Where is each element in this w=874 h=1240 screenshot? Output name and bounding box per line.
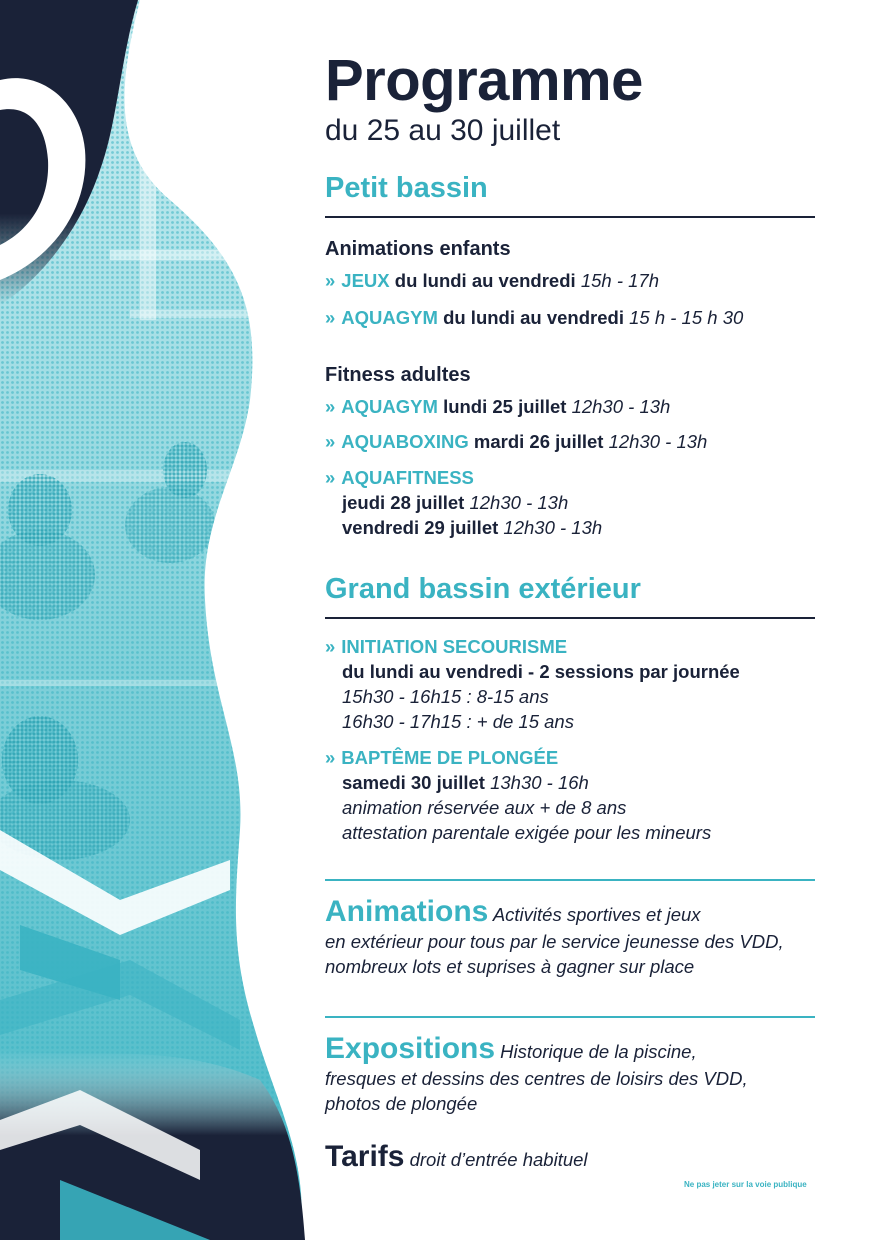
divider (325, 1016, 815, 1018)
plongee-note: attestation parentale exigée pour les mineurs (342, 822, 712, 843)
heading-animations: Animations (325, 895, 489, 928)
divider (325, 879, 815, 881)
date-range: du 25 au 30 juillet (325, 114, 561, 147)
expositions-line: photos de plongée (325, 1093, 478, 1114)
item-jeux (325, 272, 659, 291)
divider (325, 617, 815, 619)
heading-fitness-adultes: Fitness adultes (325, 364, 471, 386)
plongee-date: samedi 30 juillet 13h30 - 16h (342, 772, 589, 793)
item-aquagym-adultes (325, 398, 670, 417)
section-grand-bassin: Grand bassin extérieur (325, 573, 641, 605)
animations-line: en extérieur pour tous par le service jeunesse des VDD, (325, 931, 784, 952)
page-title: Programme (325, 48, 643, 113)
bullet-marker: » (325, 307, 336, 328)
activity-name: AQUABOXING (341, 431, 469, 452)
activity-name: AQUAFITNESS (341, 467, 474, 488)
heading-tarifs: Tarifs (325, 1140, 405, 1173)
item-plongee (325, 749, 558, 768)
expositions-line: fresques et dessins des centres de loisirs des VDD, (325, 1068, 748, 1089)
bullet-marker: » (325, 467, 336, 488)
activity-days: du lundi au vendredi (394, 270, 576, 291)
item-aquaboxing (325, 433, 707, 452)
pool-photo-artwork (0, 0, 330, 1240)
activity-name: INITIATION SECOURISME (341, 636, 568, 657)
activity-time: 15h - 17h (580, 270, 659, 291)
activity-name: JEUX (341, 270, 390, 291)
activity-name: AQUAGYM (341, 307, 438, 328)
footer-note: Ne pas jeter sur la voie publique (684, 1180, 807, 1189)
expositions-block: Expositions Historique de la piscine, (325, 1032, 697, 1065)
bullet-marker: » (325, 396, 336, 417)
secourisme-detail: du lundi au vendredi - 2 sessions par journée (342, 661, 740, 682)
activity-time: 12h30 - 13h (608, 431, 708, 452)
activity-days: lundi 25 juillet (443, 396, 567, 417)
animations-block: Animations Activités sportives et jeux (325, 895, 701, 928)
heading-animations-enfants: Animations enfants (325, 238, 511, 260)
programme-content (325, 0, 817, 1240)
heading-expositions: Expositions (325, 1032, 496, 1065)
aquafitness-session: vendredi 29 juillet 12h30 - 13h (342, 517, 603, 538)
activity-days: mardi 26 juillet (473, 431, 604, 452)
activity-time: 12h30 - 13h (571, 396, 671, 417)
item-aquagym-enfants (325, 309, 743, 328)
item-aquafitness (325, 469, 474, 488)
activity-time: 15 h - 15 h 30 (629, 307, 744, 328)
bullet-marker: » (325, 636, 336, 657)
secourisme-slot: 15h30 - 16h15 : 8-15 ans (342, 686, 549, 707)
divider (325, 216, 815, 218)
activity-name: BAPTÊME DE PLONGÉE (341, 747, 559, 768)
secourisme-slot: 16h30 - 17h15 : + de 15 ans (342, 711, 574, 732)
animations-line: nombreux lots et suprises à gagner sur place (325, 956, 695, 977)
bullet-marker: » (325, 747, 336, 768)
plongee-note: animation réservée aux + de 8 ans (342, 797, 627, 818)
bullet-marker: » (325, 270, 336, 291)
aquafitness-session: jeudi 28 juillet 12h30 - 13h (342, 492, 569, 513)
activity-name: AQUAGYM (341, 396, 438, 417)
tarifs-block: Tarifs droit d’entrée habituel (325, 1140, 588, 1173)
item-secourisme (325, 638, 567, 657)
section-petit-bassin: Petit bassin (325, 172, 488, 204)
activity-days: du lundi au vendredi (443, 307, 624, 328)
bullet-marker: » (325, 431, 336, 452)
